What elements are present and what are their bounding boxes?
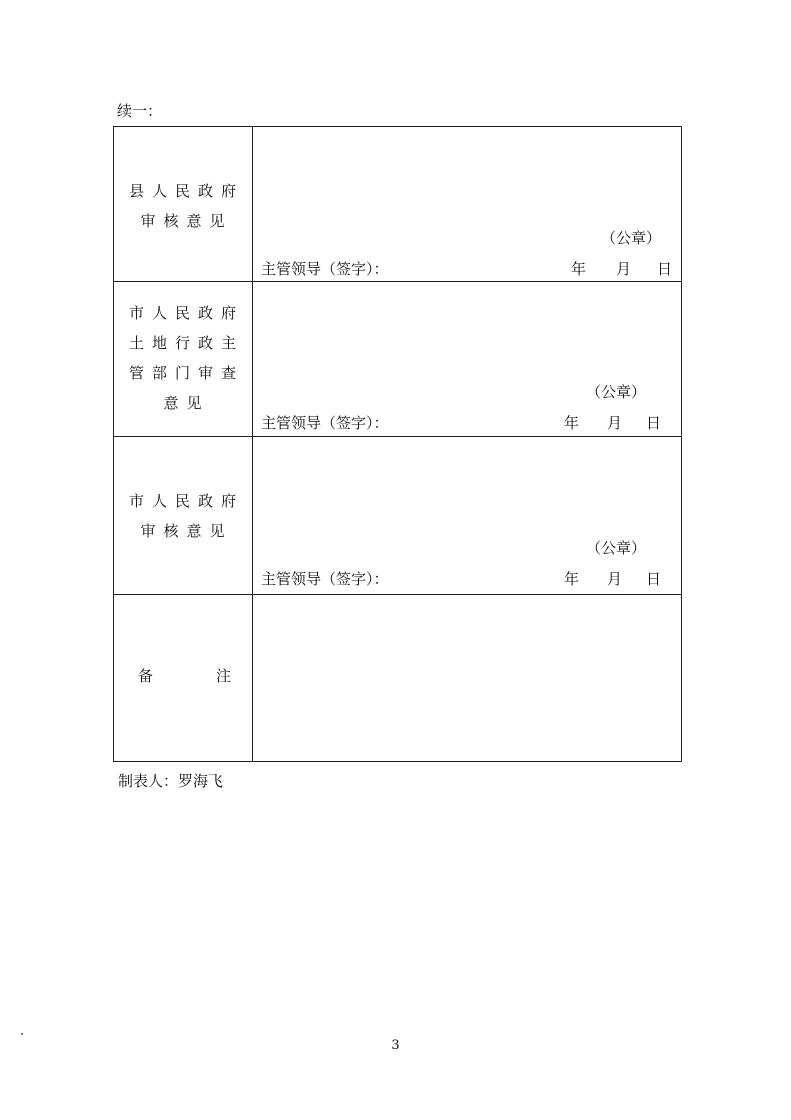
notes-label-part: 注: [216, 667, 232, 685]
page-number: 3: [391, 1038, 400, 1053]
row-label-line: 市人民政府: [128, 492, 244, 510]
scan-speck: [21, 1033, 23, 1035]
leader-signature-label: 主管领导（签字）：: [261, 414, 389, 432]
day-label: 日: [646, 414, 662, 432]
city-land-administration-review-row: [113, 281, 682, 436]
month-label: 月: [607, 414, 623, 432]
notes-label-part: 备: [138, 667, 154, 685]
row-label-cell: [113, 281, 252, 436]
year-label: 年: [564, 414, 580, 432]
county-government-review-row: [113, 126, 682, 281]
preparer-label: 制表人：罗海飞: [118, 772, 224, 790]
year-label: 年: [564, 570, 580, 588]
review-opinion-field[interactable]: [252, 436, 682, 594]
row-label-line: 审核意见: [140, 522, 233, 540]
row-label-line: 意见: [163, 394, 210, 412]
row-label-line: 土地行政主: [128, 334, 244, 352]
day-label: 日: [646, 570, 662, 588]
approval-form-table: [113, 126, 682, 762]
leader-signature-label: 主管领导（签字）：: [261, 260, 389, 278]
official-seal-label: （公章）: [586, 539, 647, 557]
review-opinion-field[interactable]: [252, 281, 682, 436]
row-label-line: 县人民政府: [128, 182, 244, 200]
review-opinion-field[interactable]: [252, 126, 682, 281]
row-label-line: 市人民政府: [128, 304, 244, 322]
continuation-label: 续一：: [117, 102, 163, 120]
leader-signature-label: 主管领导（签字）：: [261, 570, 389, 588]
row-label-cell: [113, 436, 252, 594]
month-label: 月: [607, 570, 623, 588]
day-label: 日: [657, 260, 673, 278]
year-label: 年: [571, 260, 587, 278]
official-seal-label: （公章）: [586, 383, 647, 401]
official-seal-label: （公章）: [601, 229, 662, 247]
row-label-line: 审核意见: [140, 212, 233, 230]
row-label-cell: [113, 594, 252, 762]
city-government-review-row: [113, 436, 682, 594]
row-label-cell: [113, 126, 252, 281]
notes-row: [113, 594, 682, 762]
month-label: 月: [616, 260, 632, 278]
row-label-line: 管部门审查: [128, 364, 244, 382]
notes-field[interactable]: [252, 594, 682, 762]
